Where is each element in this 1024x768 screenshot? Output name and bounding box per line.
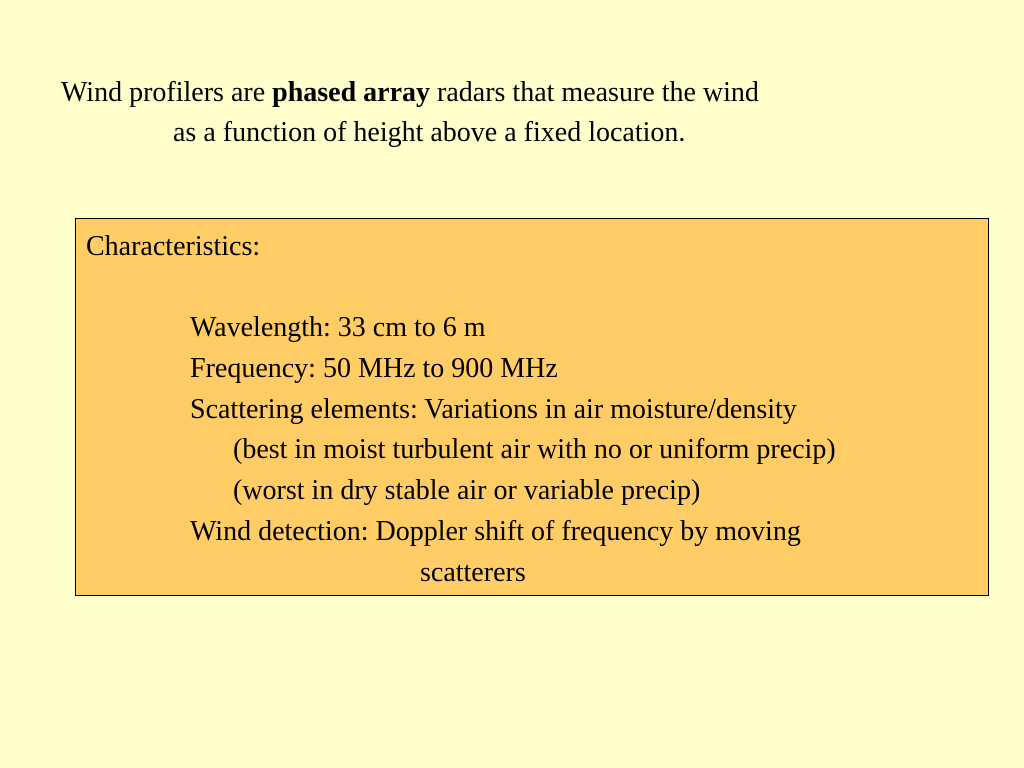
intro-line-1 (40, 73, 930, 113)
blank-line (86, 268, 978, 309)
characteristics-heading: Characteristics: (86, 231, 261, 262)
wavelength-item: Wavelength: 33 cm to 6 m (190, 312, 486, 344)
characteristics-content (86, 227, 978, 593)
scattering-best-note: (best in moist turbulent air with no or uniform precip) (233, 434, 836, 466)
intro-text-before: Wind profilers are (61, 77, 273, 108)
phased-array-bold: phased array (272, 77, 431, 108)
intro-text-after: radars that measure the wind (430, 77, 759, 108)
scattering-worst-note: (worst in dry stable air or variable precip) (233, 475, 701, 507)
intro-line-2: as a function of height above a fixed location. (173, 117, 686, 148)
intro-statement (40, 73, 930, 153)
characteristics-box (75, 218, 989, 596)
wind-detection-item: Wind detection: Doppler shift of frequency by moving (190, 515, 801, 547)
frequency-item: Frequency: 50 MHz to 900 MHz (190, 353, 558, 385)
scattering-item: Scattering elements: Variations in air moisture/density (190, 393, 797, 425)
wind-detection-continuation: scatterers (420, 556, 526, 588)
